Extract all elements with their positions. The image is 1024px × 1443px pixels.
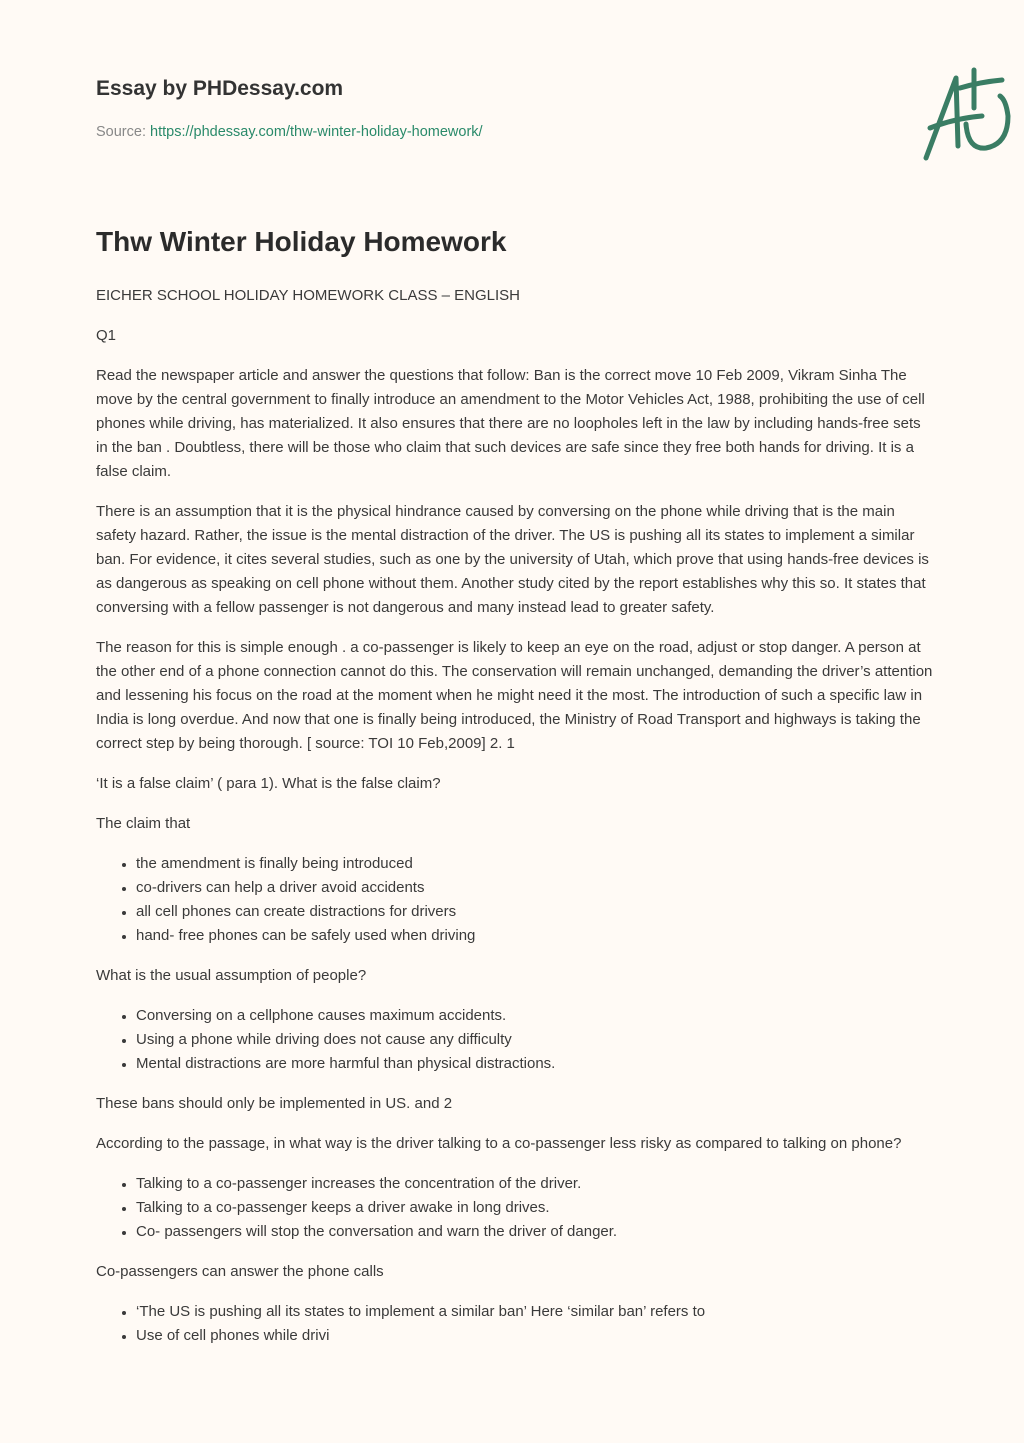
list-item: • ‘The US is pushing all its states to implement a similar ban’ Here ‘similar ban’ refers to <box>136 1300 936 1324</box>
source-link[interactable]: https://phdessay.com/thw-winter-holiday-homework/ <box>150 124 483 140</box>
option-list <box>96 852 936 948</box>
paragraph: Q1 <box>96 327 117 344</box>
list-item: • Talking to a co-passenger increases the concentration of the driver. <box>136 1172 936 1196</box>
list-item: • Co- passengers will stop the conversation and warn the driver of danger. <box>136 1220 936 1244</box>
paragraph: The claim that <box>96 815 191 832</box>
option-list <box>96 1172 936 1244</box>
list-item: • Mental distractions are more harmful than physical distractions. <box>136 1052 936 1076</box>
brand-heading: Essay by PHDessay.com <box>96 77 344 100</box>
paragraph: These bans should only be implemented in US. and 2 <box>96 1095 453 1112</box>
paragraph: Read the newspaper article and answer the questions that follow: Ban is the correct move 10 Feb 2009, Vikram Sinha The move by the central government to finally introduce an amendment to the Motor Vehicles Act, 1988, prohibiting the use of cell phones while driving, has materialized. It also ensures that there are no loopholes left in the law by including hands-free sets in the ban . Doubtless, there will be those who claim that such devices are safe since they free both hands for driving. It is a false claim. <box>96 367 925 480</box>
list-item: • all cell phones can create distractions for drivers <box>136 900 936 924</box>
source-line <box>96 124 483 140</box>
option-list <box>96 1004 936 1076</box>
list-item: • Use of cell phones while drivi <box>136 1324 936 1348</box>
option-list <box>96 1300 936 1348</box>
a-plus-logo-icon <box>916 66 1024 166</box>
essay-body <box>96 284 936 1364</box>
page-title: Thw Winter Holiday Homework <box>96 226 507 257</box>
list-item: • hand- free phones can be safely used when driving <box>136 924 936 948</box>
list-item: • Using a phone while driving does not cause any difficulty <box>136 1028 936 1052</box>
question: What is the usual assumption of people? <box>96 967 367 984</box>
paragraph: Co-passengers can answer the phone calls <box>96 1263 384 1280</box>
question: ‘It is a false claim’ ( para 1). What is the false claim? <box>96 775 441 792</box>
paragraph: The reason for this is simple enough . a co-passenger is likely to keep an eye on the road, adjust or stop danger. A person at the other end of a phone connection cannot do this. The conservation will remain unchanged, demanding the driver’s attention and lessening his focus on the road at the moment when he might need it the most. The introduction of such a specific law in India is long overdue. And now that one is finally being introduced, the Ministry of Road Transport and highways is taking the correct step by being thorough. [ source: TOI 10 Feb,2009] 2. 1 <box>96 639 933 752</box>
list-item: • Conversing on a cellphone causes maximum accidents. <box>136 1004 936 1028</box>
paragraph: There is an assumption that it is the physical hindrance caused by conversing on the phone while driving that is the main safety hazard. Rather, the issue is the mental distraction of the driver. The US is pushing all its states to implement a similar ban. For evidence, it cites several studies, such as one by the university of Utah, which prove that using hands-free devices is as dangerous as speaking on cell phone without them. Another study cited by the report establishes why this so. It states that conversing with a fellow passenger is not dangerous and many instead lead to greater safety. <box>96 503 929 616</box>
list-item: • the amendment is finally being introduced <box>136 852 936 876</box>
list-item: • Talking to a co-passenger keeps a driver awake in long drives. <box>136 1196 936 1220</box>
question: According to the passage, in what way is the driver talking to a co-passenger less risky as compared to talking on phone? <box>96 1135 902 1152</box>
paragraph: EICHER SCHOOL HOLIDAY HOMEWORK CLASS – ENGLISH <box>96 287 520 304</box>
source-label: Source: <box>96 124 146 140</box>
list-item: • co-drivers can help a driver avoid accidents <box>136 876 936 900</box>
